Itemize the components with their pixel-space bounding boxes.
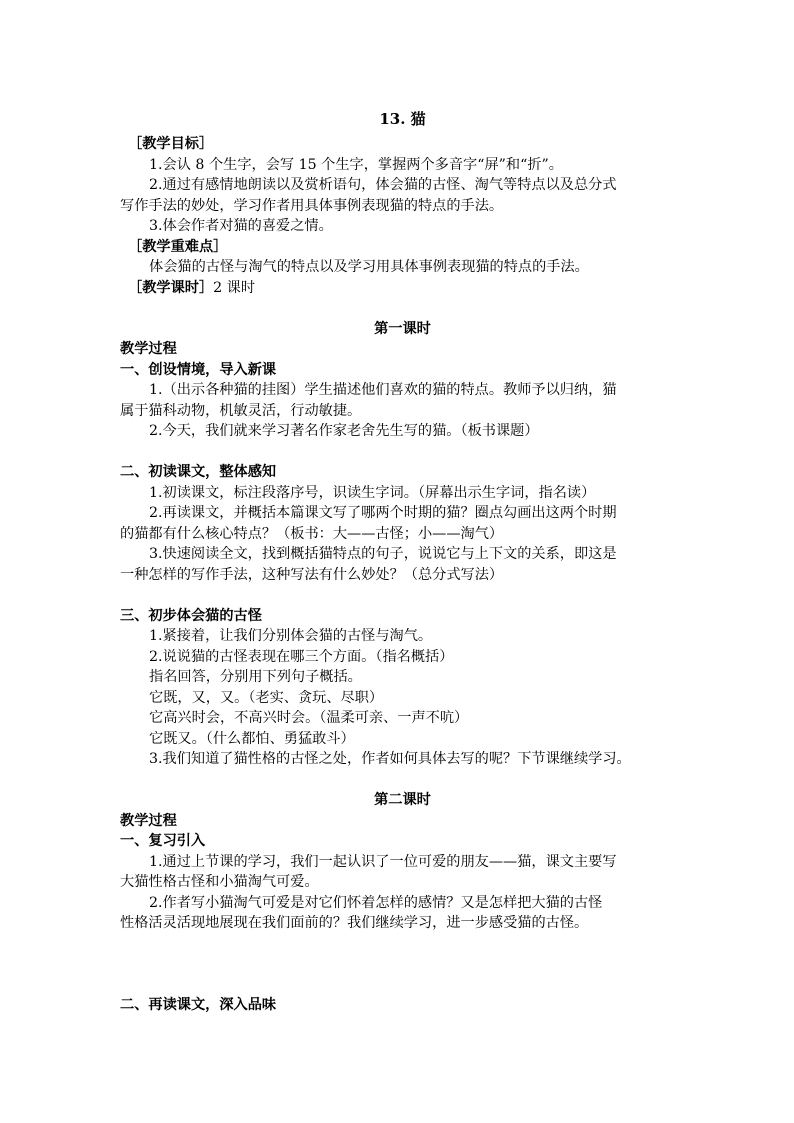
- page-title: 13. 猫: [379, 110, 426, 128]
- lesson1-section3-line: 1.紧接着，让我们分别体会猫的古怪与淘气。: [149, 628, 433, 644]
- goals-heading: ［教学目标］: [128, 136, 214, 152]
- class-hours-heading: ［教学课时］: [128, 279, 214, 296]
- document-page: [120, 108, 685, 1016]
- lesson2-section2-heading: 二、再读课文，深入品味: [120, 997, 277, 1013]
- lesson1-section3-line: 它高兴时会，不高兴时会。（温柔可亲、一声不吭）: [149, 710, 469, 726]
- lesson1-section1-line: 2.今天，我们就来学习著名作家老舍先生写的猫。（板书课题）: [149, 423, 539, 439]
- lesson2-section1-line: 1.通过上节课的学习，我们一起认识了一位可爱的朋友——猫，课文主要写: [149, 853, 617, 870]
- lesson1-process-heading: 教学过程: [120, 341, 177, 357]
- lesson1-section2-line: 一种怎样的写作手法，这种写法有什么妙处？（总分式写法）: [120, 566, 504, 583]
- class-hours-line: [120, 278, 685, 299]
- goal-item: 3.体会作者对猫的喜爱之情。: [149, 218, 333, 234]
- key-points-text: 体会猫的古怪与淘气的特点以及学习用具体事例表现猫的特点的手法。: [149, 259, 589, 275]
- goal-item: 2.通过有感情地朗读以及赏析语句，体会猫的古怪、淘气等特点以及总分式: [149, 177, 617, 193]
- lesson1-section2-heading: 二、初读课文，整体感知: [120, 464, 277, 480]
- lesson1-section2-line: 1.初读课文，标注段落序号，识读生字词。（屏幕出示生字词，指名读）: [149, 484, 596, 501]
- lesson2-section1-line: 大猫性格古怪和小猫淘气可爱。: [120, 874, 319, 890]
- spacer: [120, 298, 685, 319]
- goal-item: 1.会认 8 个生字，会写 15 个生字，掌握两个多音字“屏”和“折”。: [149, 156, 563, 173]
- lesson1-section1-line: 属于猫科动物，机敏灵活，行动敏捷。: [120, 402, 362, 419]
- lesson1-section3-line: 它既又。（什么都怕、勇猛敢斗）: [149, 730, 355, 747]
- lesson1-section3-line: 它既，又，又。（老实、贪玩、尽职）: [149, 689, 384, 706]
- lesson2-section1-line: 性格活灵活现地展现在我们面前的？我们继续学习，进一步感受猫的古怪。: [120, 915, 589, 931]
- spacer: [120, 442, 685, 463]
- key-points-heading: ［教学重难点］: [128, 238, 228, 255]
- lesson1-section3-line: 2.说说猫的古怪表现在哪三个方面。（指名概括）: [149, 648, 454, 665]
- lesson1-section3-heading: 三、初步体会猫的古怪: [120, 607, 262, 624]
- spacer: [120, 934, 685, 975]
- spacer: [120, 585, 685, 606]
- spacer: [120, 770, 685, 791]
- lesson1-section2-line: 的猫都有什么核心特点？（板书：大——古怪；小——淘气）: [120, 525, 504, 542]
- lesson2-process-heading: 教学过程: [120, 812, 177, 829]
- lesson1-section3-line: 3.我们知道了猫性格的古怪之处，作者如何具体去写的呢？下节课继续学习。: [149, 751, 631, 767]
- lesson1-section2-line: 2.再读课文，并概括本篇课文写了哪两个时期的猫？圈点勾画出这两个时期: [149, 505, 617, 521]
- lesson2-section1-line: 2.作者写小猫淘气可爱是对它们怀着怎样的感情？又是怎样把大猫的古怪: [149, 894, 603, 911]
- lesson1-section1-heading: 一、创设情境，导入新课: [120, 361, 277, 378]
- lesson2-section1-heading: 一、复习引入: [120, 833, 206, 849]
- lesson2-heading: 第二课时: [374, 792, 431, 808]
- lesson1-heading: 第一课时: [374, 320, 431, 337]
- lesson1-section1-line: 1.（出示各种猫的挂图）学生描述他们喜欢的猫的特点。教师予以归纳，猫: [149, 382, 617, 398]
- lesson1-section3-line: 指名回答，分别用下列句子概括。: [149, 669, 362, 685]
- class-hours-value: 2 课时: [213, 279, 256, 296]
- goal-item-continuation: 写作手法的妙处，学习作者用具体事例表现猫的特点的手法。: [120, 197, 504, 214]
- spacer: [120, 975, 685, 996]
- lesson1-section2-line: 3.快速阅读全文，找到概括猫特点的句子，说说它与上下文的关系，即这是: [149, 546, 617, 562]
